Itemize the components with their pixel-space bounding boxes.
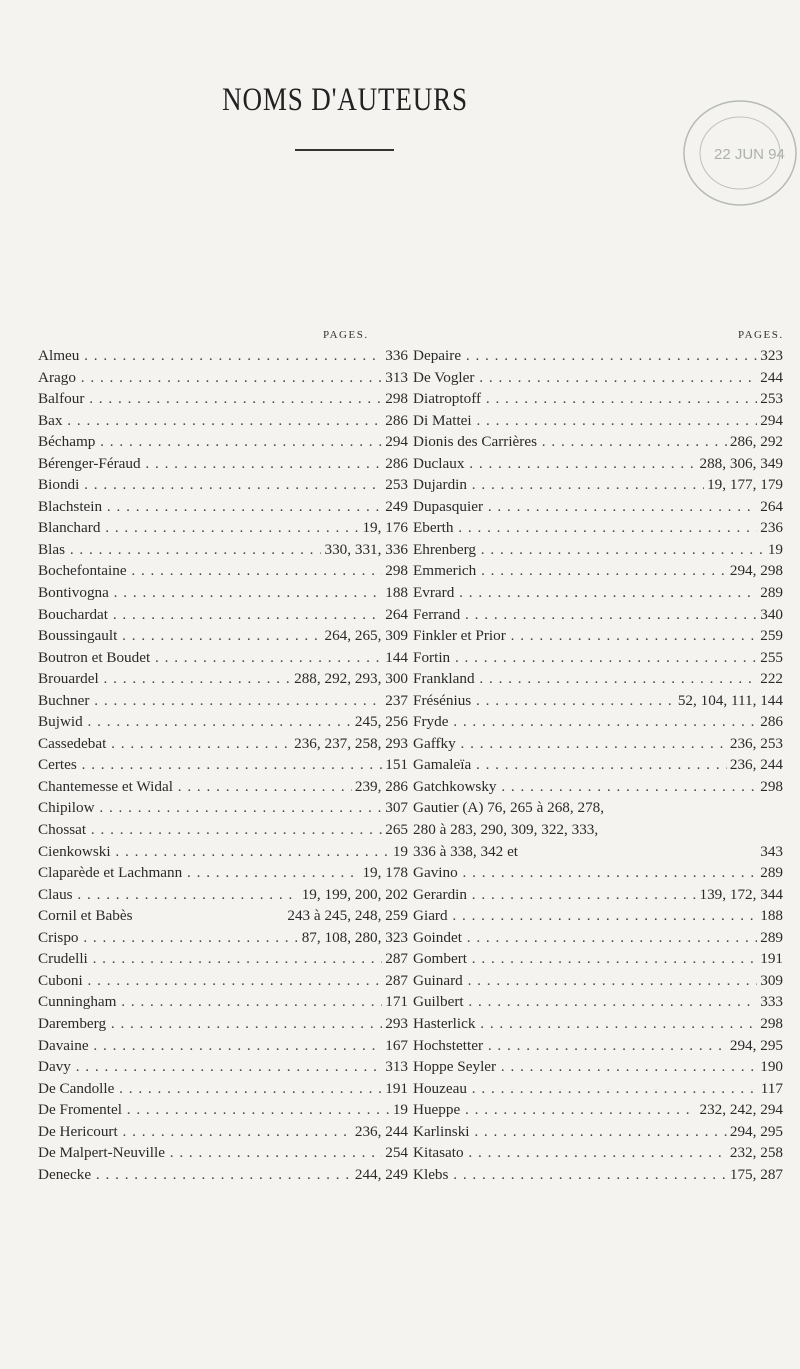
index-entry [38, 606, 408, 628]
author-name: Cienkowski . . . [38, 843, 390, 861]
page-numbers: 333 [757, 993, 783, 1011]
page-numbers: 294, 295 [727, 1123, 783, 1141]
author-name: Bochefontaine . . . [38, 562, 382, 580]
index-entry [38, 778, 408, 800]
author-name: Certes . . . [38, 756, 382, 774]
page-numbers: 259 [757, 627, 783, 645]
index-entry [413, 929, 783, 951]
page-numbers: 236, 244 [352, 1123, 408, 1141]
author-name: De Malpert-Neuville . . . [38, 1144, 382, 1162]
page-numbers: 19 [765, 541, 783, 559]
author-name: Hueppe . . . [413, 1101, 696, 1119]
page-numbers: 232, 242, 294 [696, 1101, 783, 1119]
author-name: Davaine . . . [38, 1037, 382, 1055]
index-entry [413, 606, 783, 628]
index-entry [38, 1166, 408, 1188]
page-numbers: 171 [382, 993, 408, 1011]
index-entry [38, 1058, 408, 1080]
index-entry [38, 476, 408, 498]
index-entry [413, 907, 783, 929]
index-entry [38, 864, 408, 886]
author-name: Denecke . . . [38, 1166, 352, 1184]
page-numbers: 298 [757, 778, 783, 796]
index-entry [38, 649, 408, 671]
page-numbers: 19, 199, 200, 202 [299, 886, 408, 904]
index-entry [38, 670, 408, 692]
page-numbers: 117 [758, 1080, 783, 1098]
author-name: Cassedebat . . . [38, 735, 291, 753]
page-numbers: 264 [757, 498, 783, 516]
author-name: Duclaux . . . [413, 455, 696, 473]
author-name: 280 à 283, 290, 309, 322, 333, [413, 821, 599, 839]
author-name: Crudelli . . . [38, 950, 382, 968]
page-numbers: 19, 177, 179 [704, 476, 783, 494]
index-entry [413, 1123, 783, 1145]
index-entry [413, 1166, 783, 1188]
author-name: Boussingault . . . [38, 627, 321, 645]
index-entry [413, 713, 783, 735]
index-entry [38, 412, 408, 434]
page-numbers: 287 [382, 950, 408, 968]
page-numbers: 175, 287 [727, 1166, 783, 1184]
index-entry [38, 369, 408, 391]
page-numbers: 236, 253 [727, 735, 783, 753]
page-numbers: 244 [757, 369, 783, 387]
page-numbers: 265 [382, 821, 408, 839]
index-entry [413, 735, 783, 757]
author-name: Karlinski . . . [413, 1123, 727, 1141]
page-numbers: 167 [382, 1037, 408, 1055]
author-name: Fortin . . . [413, 649, 757, 667]
page-numbers: 139, 172, 344 [696, 886, 783, 904]
author-name: Eberth . . . [413, 519, 757, 537]
index-entry [38, 1037, 408, 1059]
author-name: Houzeau . . . [413, 1080, 758, 1098]
author-name: Depaire . . . [413, 347, 757, 365]
author-name: Bujwid . . . [38, 713, 352, 731]
author-name: Dujardin . . . [413, 476, 704, 494]
index-entry [38, 347, 408, 369]
author-name: Bax . . . [38, 412, 382, 430]
right-index-column [413, 347, 783, 1187]
page-numbers: 294, 295 [727, 1037, 783, 1055]
author-name: Blas . . . [38, 541, 321, 559]
page-numbers: 289 [757, 584, 783, 602]
index-entry [413, 369, 783, 391]
page-numbers: 19 [390, 843, 408, 861]
page-numbers: 19, 178 [359, 864, 408, 882]
page-numbers: 330, 331, 336 [321, 541, 408, 559]
author-name: Chossat . . . [38, 821, 382, 839]
page-numbers: 191 [757, 950, 783, 968]
index-entry [38, 1144, 408, 1166]
author-name: Blanchard . . . [38, 519, 359, 537]
author-name: Dupasquier . . . [413, 498, 757, 516]
index-entry [413, 412, 783, 434]
author-name: Blachstein . . . [38, 498, 382, 516]
page-numbers: 254 [382, 1144, 408, 1162]
index-entry [38, 1015, 408, 1037]
page-numbers: 309 [757, 972, 783, 990]
index-entry [38, 929, 408, 951]
page-numbers: 236 [757, 519, 783, 537]
pages-header-left: PAGES. [323, 329, 369, 341]
author-name: Dionis des Carrières . . . [413, 433, 727, 451]
index-entry [413, 692, 783, 714]
index-entry [413, 778, 783, 800]
page-numbers: 144 [382, 649, 408, 667]
page-numbers: 188 [382, 584, 408, 602]
page-numbers: 253 [757, 390, 783, 408]
author-name: Chipilow . . . [38, 799, 382, 817]
page-numbers: 232, 258 [727, 1144, 783, 1162]
author-name: Buchner . . . [38, 692, 382, 710]
page-numbers: 236, 244 [727, 756, 783, 774]
index-entry [38, 541, 408, 563]
author-name: 336 à 338, 342 et [413, 842, 519, 860]
index-entry [413, 433, 783, 455]
author-name: Claparède et Lachmann . . . [38, 864, 359, 882]
index-entry [413, 1144, 783, 1166]
author-name: De Hericourt . . . [38, 1123, 352, 1141]
author-name: Almeu . . . [38, 347, 382, 365]
page-numbers: 294, 298 [727, 562, 783, 580]
page-numbers: 245, 256 [352, 713, 408, 731]
index-entry [38, 950, 408, 972]
page-numbers: 289 [757, 929, 783, 947]
author-name: Boutron et Boudet . . . [38, 649, 382, 667]
page-numbers: 287 [382, 972, 408, 990]
page-numbers: 288, 292, 293, 300 [291, 670, 408, 688]
index-entry [413, 1080, 783, 1102]
stamp-date: 22 JUN 94 [714, 146, 785, 163]
author-name: De Candolle . . . [38, 1080, 382, 1098]
author-name: Gerardin . . . [413, 886, 696, 904]
index-entry [413, 498, 783, 520]
page-numbers: 264, 265, 309 [321, 627, 408, 645]
index-entry [413, 627, 783, 649]
author-name: Finkler et Prior . . . [413, 627, 757, 645]
index-entry [413, 1101, 783, 1123]
title-underline [295, 149, 394, 151]
author-name: Frésénius . . . [413, 692, 675, 710]
index-entry [38, 756, 408, 778]
author-name: Gavino . . . [413, 864, 757, 882]
index-entry [38, 519, 408, 541]
author-name: Frankland . . . [413, 670, 757, 688]
author-name: Chantemesse et Widal . . . [38, 778, 352, 796]
index-entry [413, 1058, 783, 1080]
page-numbers: 249 [382, 498, 408, 516]
page-numbers: 293 [382, 1015, 408, 1033]
index-entry [413, 799, 783, 821]
page-numbers: 19, 176 [359, 519, 408, 537]
index-entry [413, 972, 783, 994]
author-name: Béchamp . . . [38, 433, 382, 451]
author-name: Hasterlick . . . [413, 1015, 757, 1033]
author-name: Giard . . . [413, 907, 757, 925]
index-entry [413, 843, 783, 865]
page-numbers: 87, 108, 280, 323 [299, 929, 408, 947]
index-entry [38, 498, 408, 520]
author-name: Hoppe Seyler . . . [413, 1058, 757, 1076]
index-entry [38, 390, 408, 412]
index-entry [38, 1123, 408, 1145]
author-name: Bontivogna . . . [38, 584, 382, 602]
author-name: Gautier (A) 76, 265 à 268, 278, [413, 799, 605, 817]
index-entry [413, 584, 783, 606]
index-entry [413, 455, 783, 477]
index-entry [413, 649, 783, 671]
author-name: Gatchkowsky . . . [413, 778, 757, 796]
page-numbers: 286 [757, 713, 783, 731]
page-numbers: 237 [382, 692, 408, 710]
author-name: De Fromentel . . . [38, 1101, 390, 1119]
index-entry [413, 950, 783, 972]
author-name: Cunningham . . . [38, 993, 382, 1011]
page-numbers: 286 [382, 412, 408, 430]
author-name: Di Mattei . . . [413, 412, 757, 430]
page-numbers: 190 [757, 1058, 783, 1076]
page-numbers: 244, 249 [352, 1166, 408, 1184]
page-numbers: 298 [382, 390, 408, 408]
index-entry [413, 541, 783, 563]
author-name: Davy . . . [38, 1058, 382, 1076]
page-numbers: 289 [757, 864, 783, 882]
index-entry [38, 886, 408, 908]
index-entry [413, 886, 783, 908]
page-numbers: 191 [382, 1080, 408, 1098]
author-name: Guilbert . . . [413, 993, 757, 1011]
page-numbers: 243 à 245, 248, 259 [284, 907, 408, 925]
page-numbers: 323 [757, 347, 783, 365]
page-numbers: 307 [382, 799, 408, 817]
author-name: Klebs . . . [413, 1166, 727, 1184]
page-numbers: 255 [757, 649, 783, 667]
library-stamp-icon [670, 95, 800, 210]
author-name: Cornil et Babès [38, 907, 133, 925]
author-name: Arago . . . [38, 369, 382, 387]
page-numbers: 298 [382, 562, 408, 580]
page-numbers: 188 [757, 907, 783, 925]
author-name: Biondi . . . [38, 476, 382, 494]
author-name: Ferrand . . . [413, 606, 757, 624]
index-entry [38, 907, 408, 929]
index-entry [38, 713, 408, 735]
index-entry [38, 972, 408, 994]
index-entry [38, 562, 408, 584]
author-name: Fryde . . . [413, 713, 757, 731]
page-numbers: 288, 306, 349 [696, 455, 783, 473]
index-entry [413, 347, 783, 369]
index-entry [38, 843, 408, 865]
author-name: Gamaleïa . . . [413, 756, 727, 774]
author-name: Brouardel . . . [38, 670, 291, 688]
index-entry [413, 670, 783, 692]
page-numbers: 19 [390, 1101, 408, 1119]
author-name: Guinard . . . [413, 972, 757, 990]
author-name: Balfour . . . [38, 390, 382, 408]
index-entry [413, 390, 783, 412]
page-numbers: 236, 237, 258, 293 [291, 735, 408, 753]
page-numbers: 52, 104, 111, 144 [675, 692, 783, 710]
author-name: Cuboni . . . [38, 972, 382, 990]
index-entry [38, 584, 408, 606]
index-entry [38, 799, 408, 821]
page-numbers: 343 [757, 843, 783, 861]
left-index-column [38, 347, 408, 1187]
index-entry [38, 735, 408, 757]
author-name: De Vogler . . . [413, 369, 757, 387]
page-title: NOMS D'AUTEURS [222, 82, 468, 118]
page-numbers: 286, 292 [727, 433, 783, 451]
index-entry [413, 519, 783, 541]
author-name: Gaffky . . . [413, 735, 727, 753]
page-numbers: 264 [382, 606, 408, 624]
page-numbers: 313 [382, 369, 408, 387]
page-numbers: 253 [382, 476, 408, 494]
author-name: Diatroptoff . . . [413, 390, 757, 408]
index-entry [38, 1101, 408, 1123]
index-entry [38, 993, 408, 1015]
index-entry [413, 562, 783, 584]
index-entry [413, 993, 783, 1015]
page-numbers: 298 [757, 1015, 783, 1033]
author-name: Bouchardat . . . [38, 606, 382, 624]
index-entry [413, 756, 783, 778]
page-numbers: 336 [382, 347, 408, 365]
author-name: Kitasato . . . [413, 1144, 727, 1162]
index-entry [413, 864, 783, 886]
author-name: Hochstetter . . . [413, 1037, 727, 1055]
author-name: Ehrenberg . . . [413, 541, 765, 559]
author-name: Goindet . . . [413, 929, 757, 947]
author-name: Claus . . . [38, 886, 299, 904]
pages-header-right: PAGES. [738, 329, 784, 341]
index-entry [38, 627, 408, 649]
page-numbers: 239, 286 [352, 778, 408, 796]
author-name: Daremberg . . . [38, 1015, 382, 1033]
index-entry [38, 692, 408, 714]
page-numbers: 294 [382, 433, 408, 451]
author-name: Crispo . . . [38, 929, 299, 947]
index-entry [413, 821, 783, 843]
author-name: Gombert . . . [413, 950, 757, 968]
author-name: Emmerich . . . [413, 562, 727, 580]
page-numbers: 151 [382, 756, 408, 774]
index-entry [413, 1037, 783, 1059]
index-entry [413, 476, 783, 498]
page-numbers: 313 [382, 1058, 408, 1076]
page-numbers: 340 [757, 606, 783, 624]
page-numbers: 294 [757, 412, 783, 430]
author-name: Bérenger-Féraud . . . [38, 455, 382, 473]
author-name: Evrard . . . [413, 584, 757, 602]
index-entry [38, 1080, 408, 1102]
index-entry [38, 821, 408, 843]
page-numbers: 222 [757, 670, 783, 688]
index-entry [38, 455, 408, 477]
page-numbers: 286 [382, 455, 408, 473]
index-entry [413, 1015, 783, 1037]
index-entry [38, 433, 408, 455]
